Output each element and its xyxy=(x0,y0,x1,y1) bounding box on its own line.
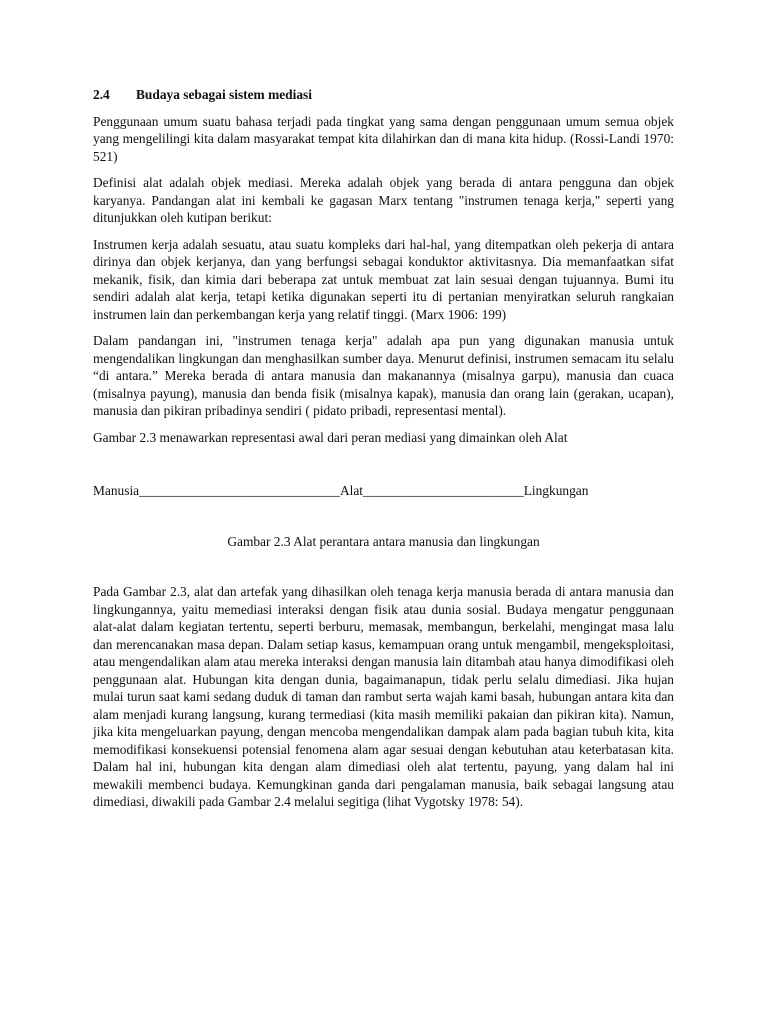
document-page xyxy=(93,86,674,820)
figure-caption: Gambar 2.3 Alat perantara antara manusia dan lingkungan xyxy=(227,533,540,549)
section-heading xyxy=(93,86,674,104)
block-quote: Instrumen kerja adalah sesuatu, atau suatu kompleks dari hal-hal, yang ditempatkan oleh pekerja di antara dirinya dan objek kerjanya, dan yang berfungsi sebagai konduktor aktivitasnya. Dia memanfaatkan sifat mekanik, fisik, dan kimia dari beberapa zat untuk membuat zat lain sesuai dengan tujuannya. Bumi itu sendiri adalah alat kerja, tetapi ketika digunakan seperti itu di pertanian menyiratkan seluruh rangkaian instrumen lain dan perkembangan kerja yang relatif tinggi. (Marx 1906: 199) xyxy=(93,236,674,322)
paragraph-4: Dalam pandangan ini, "instrumen tenaga kerja" adalah apa pun yang digunakan manusia untuk mengendalikan lingkungan dan menghasilkan sumber daya. Menurut definisi, instrumen semacam itu selalu “di antara.” Mereka berada di antara manusia dan makanannya (misalnya garpu), manusia dan cuaca (misalnya payung), manusia dan benda fisik (misalnya kapak), manusia dan orang lain (gerakan, ucapan), manusia dan pikiran pribadinya sendiri ( pidato pribadi, representasi mental). xyxy=(93,333,674,418)
section-title: Budaya sebagai sistem mediasi xyxy=(136,87,312,102)
figure-diagram-line: Manusia______________________________Alat________________________Lingkungan xyxy=(93,483,589,498)
paragraph-6: Pada Gambar 2.3, alat dan artefak yang dihasilkan oleh tenaga kerja manusia berada di antara manusia dan lingkungannya, yaitu memediasi interaksi dengan fisik atau dunia sosial. Budaya mengatur penggunaan alat-alat dalam kegiatan tertentu, seperti berburu, memasak, membangun, berkelahi, mengingat masa lalu dan merencanakan masa depan. Dalam setiap kasus, kemampuan orang untuk mengambil, mengeksploitasi, atau mengendalikan alam atau mereka interaksi dengan manusia lain ditambah atau hanya dimodifikasi oleh penggunaan alat. Hubungan kita dengan dunia, bagaimanapun, tidak perlu selalu dimediasi. Jika hujan mulai turun saat kami sedang duduk di taman dan rambut serta wajah kami basah, hubungan antara kita dan alam menjadi kurang langsung, kurang termediasi (kita masih memiliki pakaian dan pikiran kita). Namun, jika kita mengeluarkan payung, dengan mencoba mengendalikan dampak alam pada bagian tubuh kita, kita memodifikasi konsekuensi potensial fenomena alam agar sesuai dengan kebutuhan atau keterbatasan kita. Dalam hal ini, hubungan kita dengan alam dimediasi oleh alat tertentu, payung, yang dalam hal ini mewakili membenci budaya. Kemungkinan ganda dari pengalaman manusia, baik sebagai langsung atau dimediasi, diwakili pada Gambar 2.4 melalui segitiga (lihat Vygotsky 1978: 54). xyxy=(93,584,674,809)
paragraph-2: Definisi alat adalah objek mediasi. Mereka adalah objek yang berada di antara pengguna dan objek karyanya. Pandangan alat ini kembali ke gagasan Marx tentang "instrumen tenaga kerja," seperti yang ditunjukkan oleh kutipan berikut: xyxy=(93,175,674,225)
paragraph-5: Gambar 2.3 menawarkan representasi awal dari peran mediasi yang dimainkan oleh Alat xyxy=(93,429,568,445)
paragraph-1: Penggunaan umum suatu bahasa terjadi pada tingkat yang sama dengan penggunaan umum semua objek yang mengelilingi kita dalam masyarakat tempat kita dilahirkan dan di mana kita hidup. (Rossi-Landi 1970: 521) xyxy=(93,113,674,164)
section-number: 2.4 xyxy=(93,87,110,102)
